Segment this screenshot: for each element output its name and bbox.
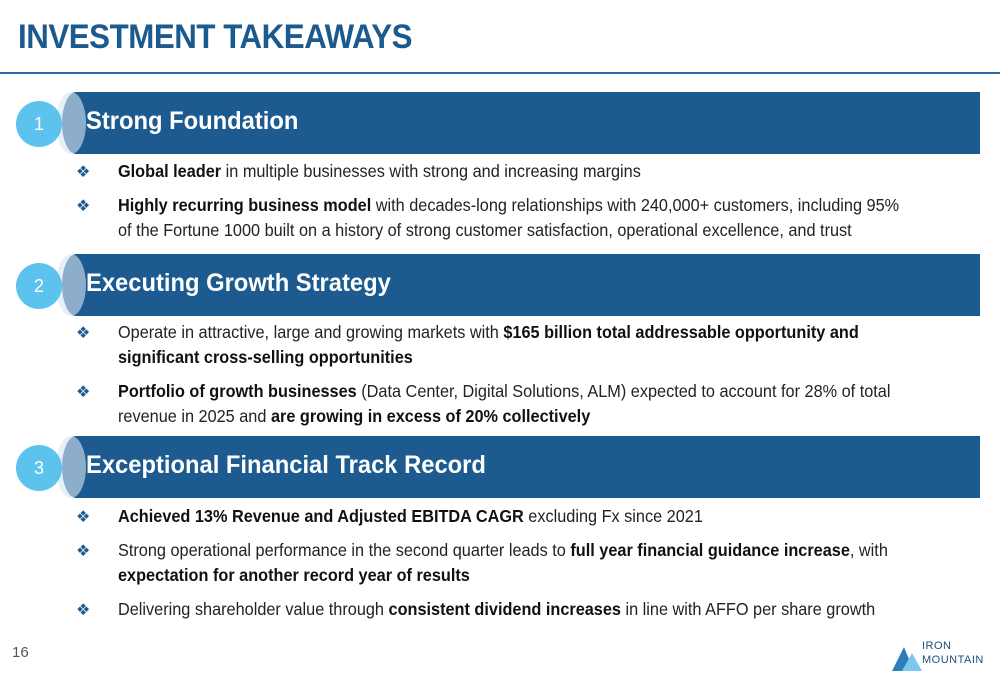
diamond-bullet-icon: ❖ — [76, 323, 91, 342]
section-number-badge: 2 — [16, 263, 62, 309]
diamond-bullet-icon: ❖ — [76, 600, 91, 619]
slide-title: INVESTMENT TAKEAWAYS — [18, 18, 413, 56]
section-heading: Executing Growth Strategy — [86, 269, 391, 297]
page-number: 16 — [12, 644, 29, 661]
logo-text — [922, 639, 984, 667]
logo-line-iron: IRON — [922, 640, 952, 652]
bullet-text: Highly recurring business model with decades-long relationships with 240,000+ customers, including 95% of the Fortune 1000 built on a history of strong customer satisfaction, operational excellence, and trust — [118, 195, 900, 240]
section-number-badge: 3 — [16, 445, 62, 491]
title-divider — [0, 72, 1000, 74]
diamond-bullet-icon: ❖ — [76, 382, 91, 401]
section-heading: Exceptional Financial Track Record — [86, 451, 486, 479]
logo-line-mountain: MOUNTAIN — [922, 654, 984, 666]
diamond-bullet-icon: ❖ — [76, 162, 91, 181]
bullet-text: Portfolio of growth businesses (Data Center, Digital Solutions, ALM) expected to account for 28% of total revenue in 2025 and are growing in excess of 20% collectively — [118, 381, 891, 426]
bullet-text: Strong operational performance in the second quarter leads to full year financial guidance increase, with expectation for another record year of results — [118, 540, 888, 585]
bullet-text: Delivering shareholder value through consistent dividend increases in line with AFFO per share growth — [118, 599, 876, 619]
bullet-text: Operate in attractive, large and growing markets with $165 billion total addressable opportunity and significant cross-selling opportunities — [118, 322, 859, 367]
diamond-bullet-icon: ❖ — [76, 507, 91, 526]
bullet-text: Achieved 13% Revenue and Adjusted EBITDA CAGR excluding Fx since 2021 — [118, 506, 703, 526]
mountain-logo-icon — [892, 641, 922, 671]
company-logo — [892, 637, 992, 673]
section-number-badge: 1 — [16, 101, 62, 147]
diamond-bullet-icon: ❖ — [76, 541, 91, 560]
bullet-text: Global leader in multiple businesses with strong and increasing margins — [118, 161, 641, 181]
section-heading: Strong Foundation — [86, 107, 299, 135]
diamond-bullet-icon: ❖ — [76, 196, 91, 215]
